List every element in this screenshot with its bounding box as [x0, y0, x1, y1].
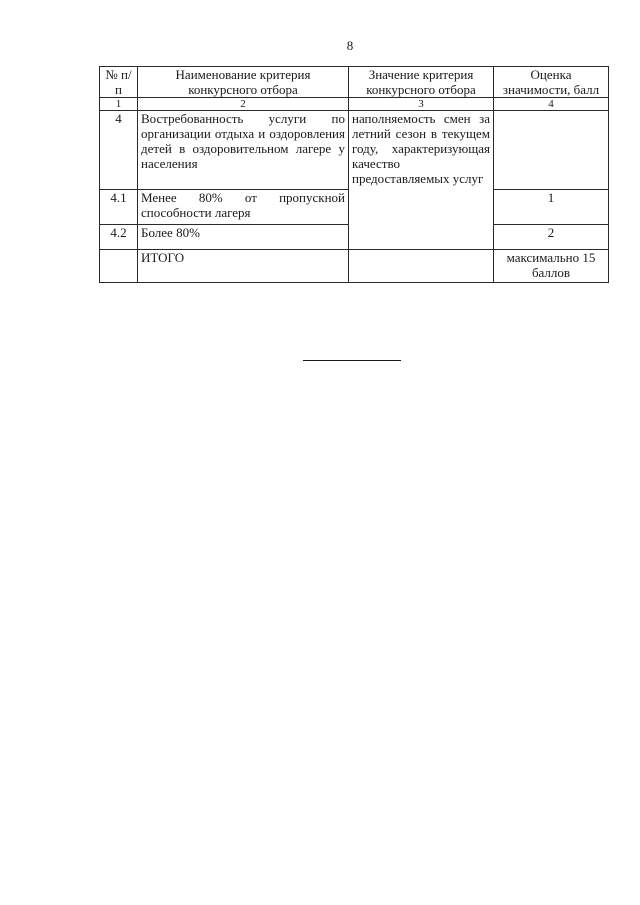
header-score: Оценка значимости, балл: [494, 67, 609, 98]
row-num: 4.2: [100, 225, 138, 250]
column-index: 1: [100, 98, 138, 111]
header-value: Значение критерия конкурсного отбора: [349, 67, 494, 98]
total-num: [100, 250, 138, 283]
row-score: [494, 111, 609, 190]
row-num: 4: [100, 111, 138, 190]
row-name: Востребованность услуги по организации отдыха и оздоровления детей в оздоровительном лагере у населения: [138, 111, 349, 190]
column-index: 4: [494, 98, 609, 111]
criterion-value: наполняемость смен за летний сезон в текущем году, характеризующая качество предоставляемых услуг: [349, 111, 494, 250]
column-index-row: [100, 98, 609, 111]
total-score: максимально 15 баллов: [494, 250, 609, 283]
column-index: 3: [349, 98, 494, 111]
row-name: Более 80%: [138, 225, 349, 250]
total-label: ИТОГО: [138, 250, 349, 283]
row-name: Менее 80% от пропускной способности лагеря: [138, 190, 349, 225]
closing-rule: [303, 360, 401, 361]
table-row: [100, 111, 609, 190]
header-num: № п/п: [100, 67, 138, 98]
header-name: Наименование критерия конкурсного отбора: [138, 67, 349, 98]
page-number: 8: [346, 38, 354, 53]
table-header-row: [100, 67, 609, 98]
column-index: 2: [138, 98, 349, 111]
total-value: [349, 250, 494, 283]
row-num: 4.1: [100, 190, 138, 225]
row-score: 2: [494, 225, 609, 250]
criteria-table: [99, 66, 609, 283]
total-row: [100, 250, 609, 283]
row-score: 1: [494, 190, 609, 225]
